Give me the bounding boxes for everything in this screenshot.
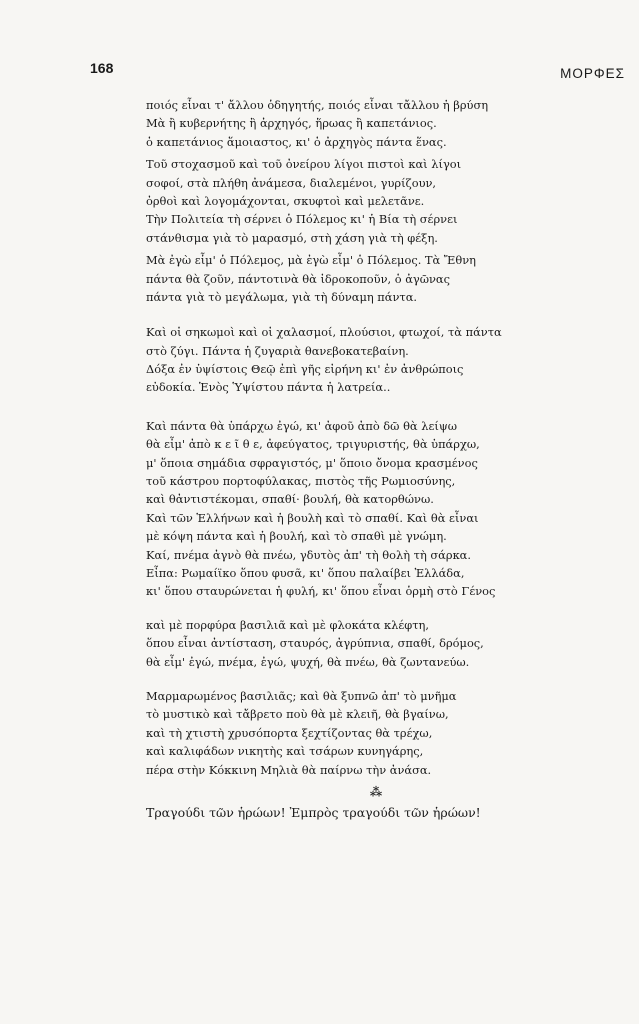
poem-line: μ' ὅποια σημάδια σφραγιστός, μ' ὅποιο ὄνομα κρασμένος bbox=[146, 455, 478, 470]
poem-line: Μὰ ἢ κυβερνήτης ἢ ἀρχηγός, ἥρωας ἢ καπετάνιος. bbox=[146, 116, 437, 131]
stanza-7 bbox=[146, 687, 616, 779]
poem-line: καὶ καλιφάδων νικητὴς καὶ τσάρων κυνηγάρης, bbox=[146, 744, 424, 759]
poem-line: καὶ θἀντιστέκομαι, σπαθί· βουλή, θὰ κατορθώνω. bbox=[146, 492, 434, 507]
stanza-4 bbox=[146, 323, 616, 397]
poem-line: μὲ κόψη πάντα καὶ ἡ βουλή, καὶ τὸ σπαθὶ μὲ γνώμη. bbox=[146, 529, 447, 544]
poem-line: θὰ εἶμ' ἐγώ, πνέμα, ἐγώ, ψυχή, θὰ πνέω, θὰ ζωντανεύω. bbox=[146, 654, 470, 669]
poem-line: καὶ τὴ χτιστὴ χρυσόπορτα ξεχτίζοντας θὰ τρέχω, bbox=[146, 725, 433, 740]
poem-line: στὸ ζύγι. Πάντα ἡ ζυγαριὰ θανεβοκατεβαίνη. bbox=[146, 343, 409, 358]
running-head: ΜΟΡΦΕΣ bbox=[560, 66, 625, 81]
poem-line: Μαρμαρωμένος βασιλιᾶς; καὶ θὰ ξυπνῶ ἀπ' τὸ μνῆμα bbox=[146, 688, 457, 703]
poem-line: Τὴν Πολιτεία τὴ σέρνει ὁ Πόλεμος κι' ἡ Βία τὴ σέρνει bbox=[146, 212, 458, 227]
poem-line: Καὶ οἱ σηκωμοὶ καὶ οἱ χαλασμοί, πλούσιοι, φτωχοί, τὰ πάντα bbox=[146, 325, 502, 340]
poem-line: Καὶ πάντα θὰ ὑπάρχω ἐγώ, κι' ἀφοῦ ἀπὸ δῶ θὰ λείψω bbox=[146, 418, 458, 433]
poem-line: ὁ καπετάνιος ἅμοιαστος, κι' ὁ ἀρχηγὸς πάντα ἕνας. bbox=[146, 134, 447, 149]
poem-line: Εἶπα: Ρωμαίϊκο ὅπου φυσᾶ, κι' ὅπου παλαίβει Ἑλλάδα, bbox=[146, 565, 465, 580]
poem-line: ὀρθοὶ καὶ λογομάχονται, σκυφτοὶ καὶ μελετᾶνε. bbox=[146, 193, 425, 208]
poem-line: στάνθισμα γιὰ τὸ μαρασμό, στὴ χάση γιὰ τὴ φέξη. bbox=[146, 230, 438, 245]
poem-line: ποιός εἶναι τ' ἄλλου ὁδηγητής, ποιός εἶναι τἄλλου ἡ βρύση bbox=[146, 98, 489, 112]
poem-line: πάντα θὰ ζοῦν, πάντοτινὰ θὰ ἱδροκοποῦν, ὁ ἀγῶνας bbox=[146, 271, 450, 286]
poem-line: θὰ εἶμ' ἀπὸ κ ε ῖ θ ε, ἀφεύγατος, τριγυριστής, θὰ ὑπάρχω, bbox=[146, 437, 480, 452]
poem-line: πέρα στὴν Κόκκινη Μηλιὰ θὰ παίρνω τὴν ἀνάσα. bbox=[146, 762, 432, 777]
poem-line: Καὶ τῶν Ἑλλήνων καὶ ἡ βουλὴ καὶ τὸ σπαθί. Καὶ θὰ εἶναι bbox=[146, 510, 479, 525]
poem-line: Δόξα ἐν ὑψίστοις Θεῷ ἐπὶ γῆς εἰρήνη κι' ἐν ἀνθρώποις bbox=[146, 362, 464, 377]
asterism-divider: ⁂ bbox=[369, 784, 383, 799]
poem-line: τὸ μυστικὸ καὶ τἄβρετο ποὺ θὰ μὲ κλειῆ, θὰ βγαίνω, bbox=[146, 707, 449, 722]
poem-line: Μὰ ἐγὼ εἶμ' ὁ Πόλεμος, μὰ ἐγὼ εἶμ' ὁ Πόλεμος. Τὰ Ἔθνη bbox=[146, 253, 476, 268]
poem-text bbox=[146, 96, 616, 823]
stanza-1 bbox=[146, 96, 616, 151]
stanza-6 bbox=[146, 616, 616, 671]
poem-line: πάντα γιὰ τὸ μεγάλωμα, γιὰ τὴ δύναμη πάντα. bbox=[146, 289, 418, 304]
poem-line: ὅπου εἶναι ἀντίσταση, σταυρός, ἀγρύπνια, σπαθί, δρόμος, bbox=[146, 636, 484, 651]
poem-line: τοῦ κάστρου πορτοφύλακας, πιστὸς τῆς Ρωμιοσύνης, bbox=[146, 474, 456, 489]
poem-line: Καί, πνέμα ἀγνὸ θὰ πνέω, γδυτὸς ἀπ' τὴ θολὴ τὴ σάρκα. bbox=[146, 547, 472, 562]
stanza-3 bbox=[146, 251, 616, 306]
stanza-5 bbox=[146, 417, 616, 601]
poem-line: καὶ μὲ πορφύρα βασιλιᾶ καὶ μὲ φλοκάτα κλέφτη, bbox=[146, 617, 429, 632]
stanza-2 bbox=[146, 155, 616, 247]
page-number: 168 bbox=[90, 60, 114, 76]
closing-line: Τραγούδι τῶν ἡρώων! Ἐμπρὸς τραγούδι τῶν ἡρώων! bbox=[146, 804, 481, 820]
poem-line: κι' ὅπου σταυρώνεται ἡ φυλή, κι' ὅπου εἶναι ὁρμὴ στὸ Γένος bbox=[146, 584, 496, 599]
poem-line: σοφοί, στὰ πλήθη ἀνάμεσα, διαλεμένοι, γυρίζουν, bbox=[146, 175, 437, 190]
poem-line: Τοῦ στοχασμοῦ καὶ τοῦ ὀνείρου λίγοι πιστοὶ καὶ λίγοι bbox=[146, 157, 462, 172]
poem-line: εὐδοκία. Ἑνὸς Ὑψίστου πάντα ἡ λατρεία.. bbox=[146, 380, 391, 395]
